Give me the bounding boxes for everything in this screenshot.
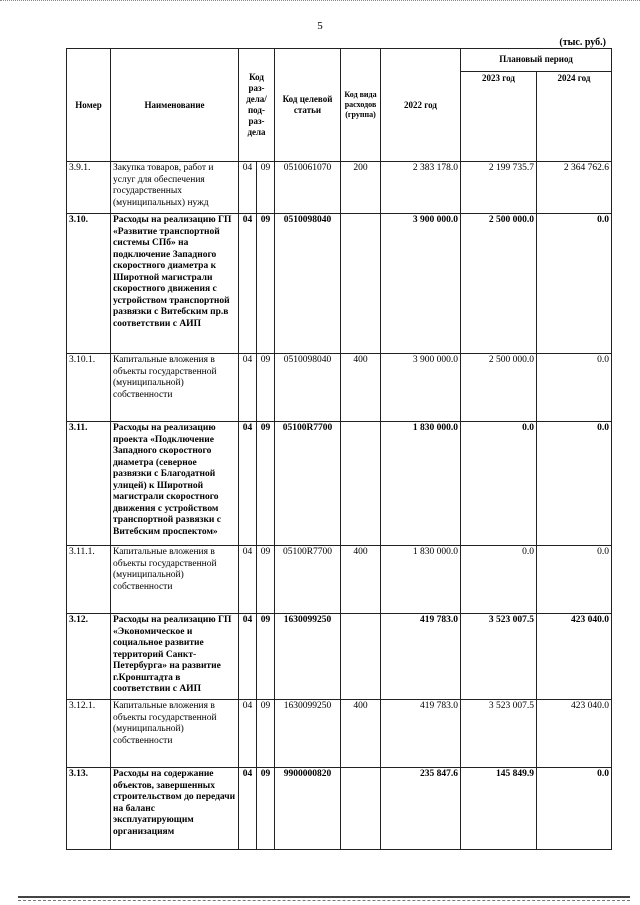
row-expense-type: 200 — [341, 162, 381, 214]
table-row — [67, 768, 612, 850]
row-expense-type — [341, 214, 381, 354]
header-2024: 2024 год — [537, 71, 612, 161]
row-2023: 3 523 007.5 — [461, 614, 537, 700]
row-number: 3.12.1. — [67, 700, 111, 768]
table-body — [67, 162, 612, 850]
table-header — [67, 49, 612, 162]
header-plan-period: Плановый период — [461, 49, 612, 72]
row-name: Расходы на реализацию ГП «Развитие транспортной системы СПб» на подключение Западного скоростного диаметра к Широтной магистрали скоростного движения с устройством транспортной развязки с Витебским пр.в соответствии с АИП — [111, 214, 239, 354]
row-number: 3.11.1. — [67, 546, 111, 614]
row-2023: 2 500 000.0 — [461, 354, 537, 422]
page-number: 5 — [317, 20, 323, 32]
row-target: 05100R7700 — [275, 422, 341, 546]
row-expense-type: 400 — [341, 354, 381, 422]
table-row — [67, 214, 612, 354]
row-2022: 2 383 178.0 — [381, 162, 461, 214]
row-2024: 0.0 — [537, 768, 612, 850]
row-target: 0510098040 — [275, 214, 341, 354]
row-razdel: 04 — [239, 614, 257, 700]
header-target: Код целевой статьи — [275, 49, 341, 162]
row-name: Закупка товаров, работ и услуг для обеспечения государственных (муниципальных) нужд — [111, 162, 239, 214]
row-2024: 423 040.0 — [537, 614, 612, 700]
row-target: 0510098040 — [275, 354, 341, 422]
row-target: 05100R7700 — [275, 546, 341, 614]
row-2023: 0.0 — [461, 422, 537, 546]
row-target: 1630099250 — [275, 614, 341, 700]
row-2023: 3 523 007.5 — [461, 700, 537, 768]
row-2024: 2 364 762.6 — [537, 162, 612, 214]
budget-table — [66, 48, 612, 850]
top-border — [0, 0, 640, 3]
row-razdel: 04 — [239, 546, 257, 614]
row-podrazdel: 09 — [257, 614, 275, 700]
row-podrazdel: 09 — [257, 546, 275, 614]
row-2024: 0.0 — [537, 354, 612, 422]
row-razdel: 04 — [239, 700, 257, 768]
row-name: Расходы на реализацию ГП «Экономическое и социальное развитие территорий Санкт-Петербурга» на развитие г.Кронштадта в соответствии с АИП — [111, 614, 239, 700]
row-2022: 419 783.0 — [381, 700, 461, 768]
row-podrazdel: 09 — [257, 162, 275, 214]
row-2023: 0.0 — [461, 546, 537, 614]
row-razdel: 04 — [239, 422, 257, 546]
header-expense: Код вида расходов (группа) — [341, 49, 381, 162]
row-expense-type: 400 — [341, 700, 381, 768]
row-razdel: 04 — [239, 214, 257, 354]
row-number: 3.12. — [67, 614, 111, 700]
row-2022: 1 830 000.0 — [381, 422, 461, 546]
table-row — [67, 546, 612, 614]
row-podrazdel: 09 — [257, 214, 275, 354]
table-row — [67, 614, 612, 700]
row-expense-type — [341, 422, 381, 546]
units-label: (тыс. руб.) — [559, 37, 606, 48]
row-2024: 0.0 — [537, 422, 612, 546]
row-name: Расходы на содержание объектов, завершенных строительством до передачи на баланс эксплуатирующим организациям — [111, 768, 239, 850]
row-podrazdel: 09 — [257, 422, 275, 546]
row-2023: 2 199 735.7 — [461, 162, 537, 214]
row-expense-type: 400 — [341, 546, 381, 614]
row-number: 3.9.1. — [67, 162, 111, 214]
row-expense-type — [341, 768, 381, 850]
header-name: Наименование — [111, 49, 239, 162]
row-target: 9900000820 — [275, 768, 341, 850]
header-2022: 2022 год — [381, 49, 461, 162]
table-row — [67, 700, 612, 768]
table-row — [67, 422, 612, 546]
row-target: 0510061070 — [275, 162, 341, 214]
bottom-border — [18, 896, 630, 898]
row-expense-type — [341, 614, 381, 700]
row-target: 1630099250 — [275, 700, 341, 768]
row-podrazdel: 09 — [257, 768, 275, 850]
row-2024: 0.0 — [537, 546, 612, 614]
row-2022: 1 830 000.0 — [381, 546, 461, 614]
row-2022: 235 847.6 — [381, 768, 461, 850]
row-podrazdel: 09 — [257, 354, 275, 422]
row-2022: 419 783.0 — [381, 614, 461, 700]
header-number: Номер — [67, 49, 111, 162]
table-row — [67, 162, 612, 214]
row-2023: 2 500 000.0 — [461, 214, 537, 354]
row-2024: 0.0 — [537, 214, 612, 354]
row-2022: 3 900 000.0 — [381, 354, 461, 422]
row-number: 3.11. — [67, 422, 111, 546]
header-section: Код раз-дела/ под-раз-дела — [239, 49, 275, 162]
row-name: Расходы на реализацию проекта «Подключение Западного скоростного диаметра (северное развязки с Благодатной улицей) к Широтной магистрали скоростного движения с устройством транспортной развязки с Витебским проспектом» — [111, 422, 239, 546]
row-razdel: 04 — [239, 768, 257, 850]
row-name: Капитальные вложения в объекты государственной (муниципальной) собственности — [111, 700, 239, 768]
row-name: Капитальные вложения в объекты государственной (муниципальной) собственности — [111, 546, 239, 614]
row-2023: 145 849.9 — [461, 768, 537, 850]
row-2022: 3 900 000.0 — [381, 214, 461, 354]
row-razdel: 04 — [239, 354, 257, 422]
row-2024: 423 040.0 — [537, 700, 612, 768]
row-number: 3.10. — [67, 214, 111, 354]
header-2023: 2023 год — [461, 71, 537, 161]
row-number: 3.13. — [67, 768, 111, 850]
row-name: Капитальные вложения в объекты государственной (муниципальной) собственности — [111, 354, 239, 422]
row-razdel: 04 — [239, 162, 257, 214]
bottom-border-dashed — [18, 900, 630, 901]
table-row — [67, 354, 612, 422]
row-podrazdel: 09 — [257, 700, 275, 768]
row-number: 3.10.1. — [67, 354, 111, 422]
